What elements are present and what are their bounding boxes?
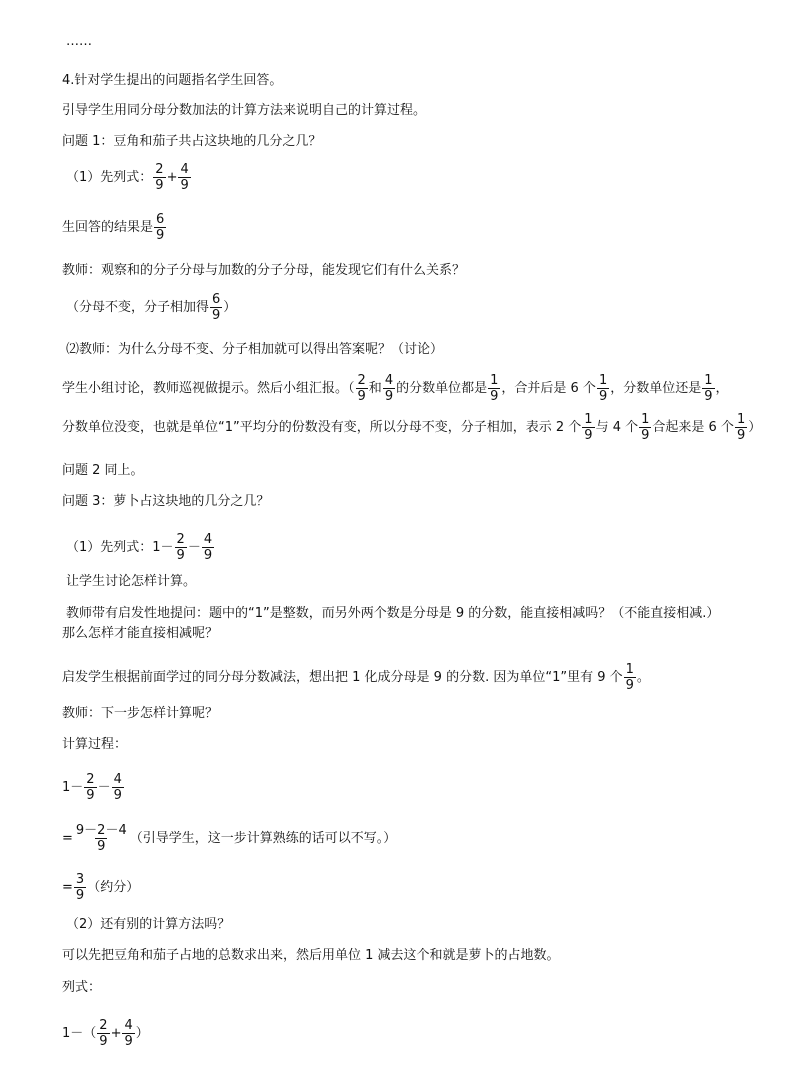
text: 合起来是 6 个 [652, 420, 734, 435]
fraction [383, 373, 395, 404]
formula-line [62, 872, 139, 903]
paragraph: 让学生讨论怎样计算。 [66, 574, 197, 589]
paragraph: 问题 1：豆角和茄子共占这块地的几分之几？ [62, 134, 322, 149]
text: 与 4 个 [595, 420, 639, 435]
formula-line [66, 162, 192, 193]
text: 。 [636, 670, 650, 685]
denominator: 9 [704, 389, 713, 404]
denominator: 9 [176, 548, 185, 563]
fraction [582, 412, 594, 443]
denominator: 9 [180, 178, 189, 193]
numerator: 4 [384, 373, 394, 388]
denominator: 9 [86, 788, 95, 803]
numerator: 1 [584, 412, 593, 427]
text: ，合并后是 6 个 [501, 381, 596, 396]
numerator: 9－2－4 [75, 823, 127, 838]
text: 和 [368, 381, 382, 396]
numerator: 2 [176, 532, 185, 547]
formula-line [62, 212, 167, 243]
fraction [84, 772, 96, 803]
formula-line [66, 532, 215, 563]
text: = [62, 831, 73, 846]
text: = [62, 880, 73, 895]
text: ） [223, 300, 237, 315]
numerator: 2 [357, 373, 366, 388]
text: 分数单位没变，也就是单位“1”平均分的份数没有变，所以分母不变，分子相加，表示 2 个 [62, 420, 582, 435]
operator: － [97, 780, 111, 795]
paragraph: 问题 3：萝卜占这块地的几分之几？ [62, 494, 270, 509]
text: ） [135, 1026, 149, 1041]
text: ，分数单位还是 [610, 381, 702, 396]
formula-line [62, 823, 396, 854]
paragraph: 教师：观察和的分子分母与加数的分子分母，能发现它们有什么关系？ [62, 263, 466, 278]
denominator: 9 [75, 888, 85, 903]
paragraph: 4.针对学生提出的问题指名学生回答。 [62, 73, 283, 88]
paragraph: 那么怎样才能直接相减呢？ [62, 626, 219, 641]
paragraph: ⑵教师：为什么分母不变、分子相加就可以得出答案呢？（讨论） [66, 342, 444, 357]
denominator: 9 [490, 389, 499, 404]
fraction [97, 1018, 109, 1049]
fraction [153, 162, 165, 193]
formula-line [62, 772, 125, 803]
denominator: 9 [357, 389, 366, 404]
text: 启发学生根据前面学过的同分母分数减法，想出把 1 化成分母是 9 的分数. 因为单位“1”里有 9 个 [62, 670, 623, 685]
denominator: 9 [203, 548, 213, 563]
numerator: 6 [156, 212, 165, 227]
paragraph: 问题 2 同上。 [62, 463, 144, 478]
paragraph: 教师带有启发性地提问：题中的“1”是整数，而另外两个数是分母是 9 的分数，能直接相减吗？（不能直接相减.） [66, 606, 720, 621]
fraction [735, 412, 747, 443]
operator: － [187, 540, 201, 555]
denominator: 9 [625, 678, 634, 693]
numerator: 4 [124, 1018, 133, 1033]
fraction [175, 532, 187, 563]
operator: + [110, 1026, 122, 1041]
denominator: 9 [156, 228, 165, 243]
text: 1－ [62, 780, 84, 795]
fraction [74, 872, 86, 903]
text: （引导学生，这一步计算熟练的话可以不写。） [129, 831, 397, 846]
denominator: 9 [598, 389, 608, 404]
denominator: 9 [384, 389, 394, 404]
text: 生回答的结果是 [62, 220, 154, 235]
denominator: 9 [155, 178, 164, 193]
text: （1）先列式：1－ [66, 540, 174, 555]
numerator: 1 [625, 662, 634, 677]
denominator: 9 [124, 1034, 133, 1049]
denominator: 9 [641, 428, 650, 443]
fraction [639, 412, 651, 443]
text: （分母不变，分子相加得 [66, 300, 210, 315]
formula-line [62, 1018, 149, 1049]
numerator: 1 [490, 373, 499, 388]
text: ） [748, 420, 762, 435]
fraction [122, 1018, 134, 1049]
formula-line [62, 412, 761, 443]
paragraph: 列式： [62, 980, 102, 995]
numerator: 1 [598, 373, 608, 388]
fraction [210, 292, 222, 323]
numerator: 4 [180, 162, 189, 177]
text: 的分数单位都是 [396, 381, 488, 396]
denominator: 9 [736, 428, 746, 443]
fraction [202, 532, 214, 563]
paragraph: 引导学生用同分母分数加法的计算方法来说明自己的计算过程。 [62, 103, 427, 118]
numerator: 1 [736, 412, 746, 427]
numerator: 2 [155, 162, 164, 177]
paragraph: 教师：下一步怎样计算呢？ [62, 706, 219, 721]
text: 学生小组讨论，教师巡视做提示。然后小组汇报。（ [62, 381, 355, 396]
fraction [702, 373, 714, 404]
numerator: 3 [75, 872, 85, 887]
text: （1）先列式： [66, 170, 153, 185]
text: （约分） [87, 880, 140, 895]
fraction [154, 212, 166, 243]
numerator: 1 [704, 373, 713, 388]
numerator: 4 [203, 532, 213, 547]
formula-line [62, 662, 650, 693]
operator: + [166, 170, 178, 185]
paragraph: 可以先把豆角和茄子占地的总数求出来，然后用单位 1 减去这个和就是萝卜的占地数。 [62, 948, 560, 963]
paragraph: （2）还有别的计算方法吗？ [66, 917, 231, 932]
fraction [178, 162, 190, 193]
numerator: 2 [86, 772, 95, 787]
numerator: 4 [113, 772, 122, 787]
text: 1－（ [62, 1026, 97, 1041]
numerator: 2 [99, 1018, 108, 1033]
numerator: 1 [641, 412, 650, 427]
text: ， [715, 381, 729, 396]
formula-line [62, 373, 729, 404]
denominator: 9 [99, 1034, 108, 1049]
fraction [112, 772, 124, 803]
fraction [597, 373, 609, 404]
ellipsis: …… [66, 34, 92, 49]
denominator: 9 [113, 788, 122, 803]
numerator: 6 [212, 292, 221, 307]
formula-line [66, 292, 236, 323]
fraction [488, 373, 500, 404]
denominator: 9 [584, 428, 593, 443]
paragraph: 计算过程： [62, 737, 128, 752]
denominator: 9 [212, 308, 221, 323]
denominator: 9 [97, 839, 106, 854]
fraction [624, 662, 636, 693]
fraction [356, 373, 368, 404]
fraction [74, 823, 129, 854]
